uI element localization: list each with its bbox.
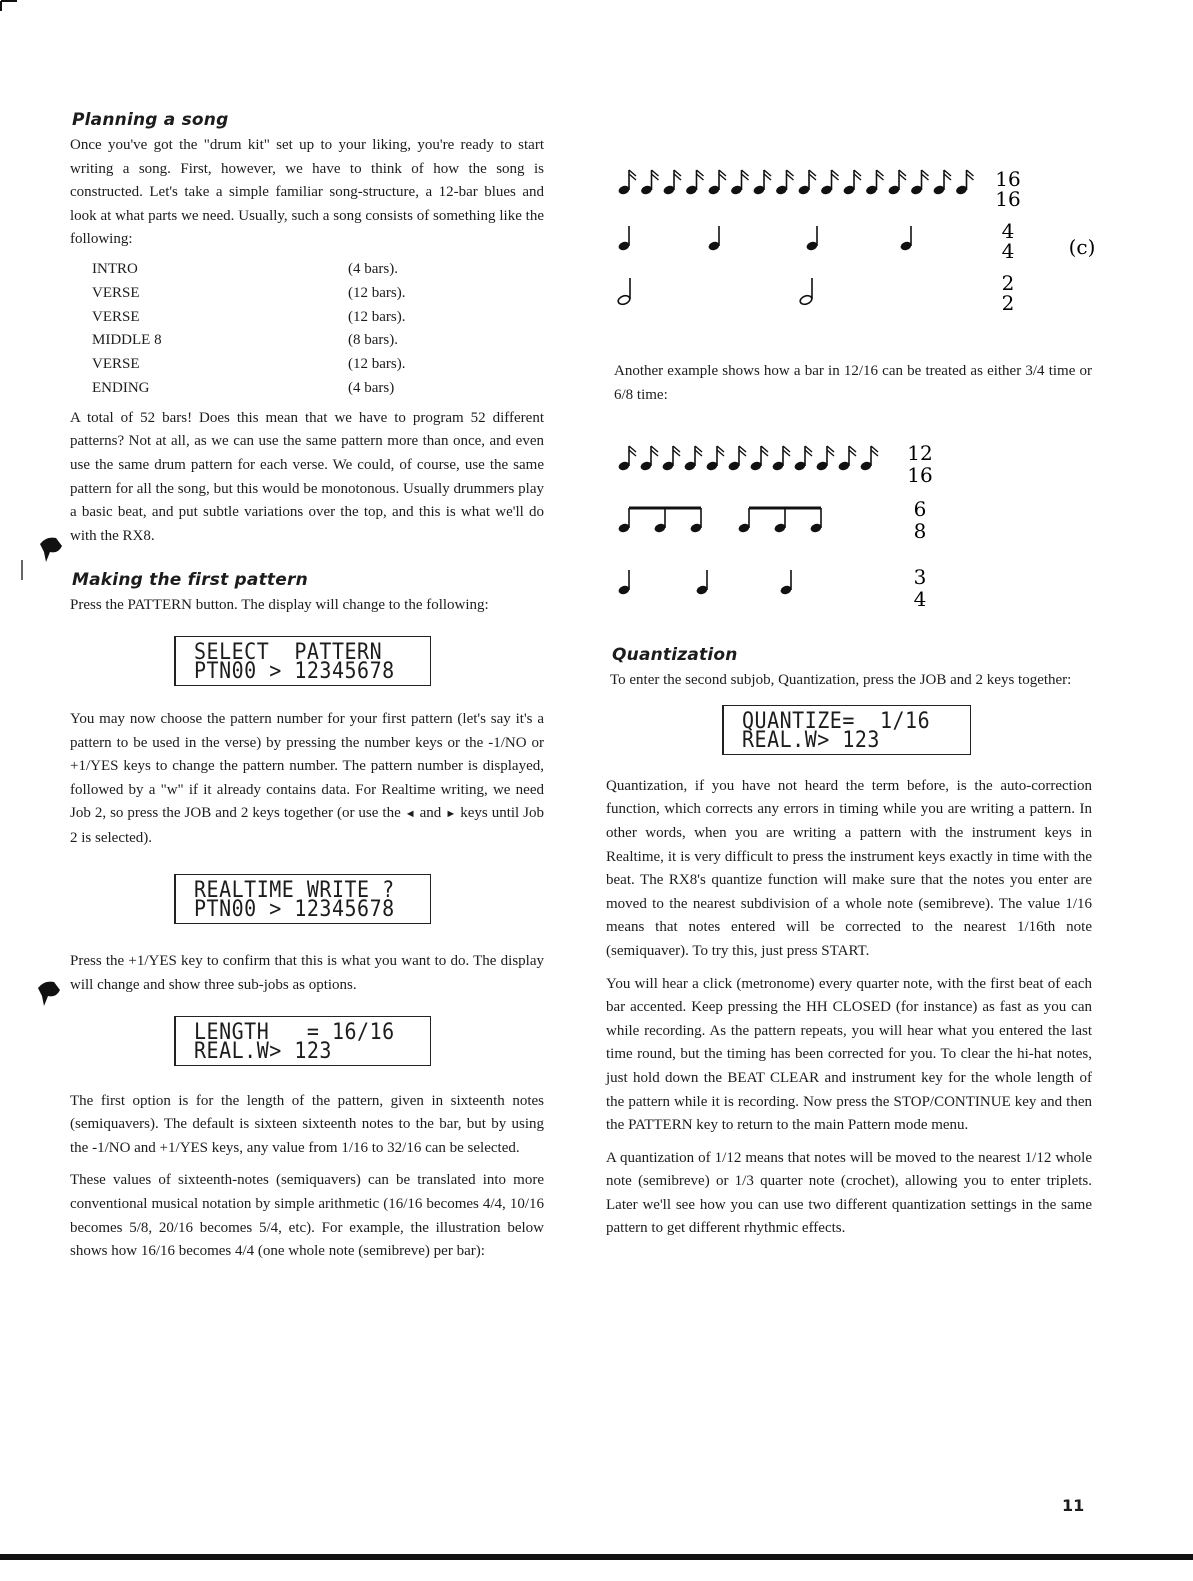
sig-4-4-bottom: 4 bbox=[1001, 239, 1015, 263]
lcd-quantize bbox=[722, 705, 971, 755]
sig-2-2-top: 2 bbox=[1001, 271, 1015, 295]
intro-paragraph: Once you've got the "drum kit" set up to your liking, you're ready to start writing a song. First, however, we have to think of how the song is constructed. Let's take a simple familiar song-structure, a 12-bar blues and look at what parts we need. Usually, such a song consists of something like the following: bbox=[70, 137, 544, 248]
press-pattern-paragraph: Press the PATTERN button. The display will change to the following: bbox=[70, 597, 489, 614]
click-metronome-paragraph: You will hear a click (metronome) every quarter note, with the first beat of each bar accented. Keep pressing the HH CLOSED (for instance) as fast as you can while recording. As the pattern repeats, you will hear what you entered the last time round, but the timing has been corrected for you. To clear the hi-hat notes, just hold down the BEAT CLEAR and instrument key for the whole length of the pattern while it is recording. Now press the STOP/CONTINUE key and then the PATTERN key to return to the main Pattern mode menu. bbox=[606, 975, 1092, 1134]
sig-12-16-top: 12 bbox=[907, 441, 933, 465]
corner-crop-mark bbox=[0, 0, 18, 12]
choose-text-after: keys until Job 2 is selected). bbox=[70, 805, 545, 846]
lcd-line-1: LENGTH = 16/16 bbox=[194, 1017, 395, 1045]
sig-12-16-bottom: 16 bbox=[907, 463, 933, 487]
sixteenth-note-15-flag bbox=[944, 170, 951, 180]
sixteenth-note-11-flag bbox=[854, 170, 861, 180]
song-row bbox=[92, 258, 544, 282]
lcd-line-2: PTN00 > 12345678 bbox=[194, 656, 395, 684]
song-bars: (12 bars). bbox=[348, 284, 406, 301]
lcd-line-1: QUANTIZE= 1/16 bbox=[742, 706, 931, 734]
choose-pattern-paragraph bbox=[70, 708, 544, 851]
sixteenth-note-13-flag bbox=[899, 170, 906, 180]
song-row bbox=[92, 306, 544, 330]
sig-16-16-top: 16 bbox=[995, 167, 1021, 191]
song-bars: (12 bars). bbox=[348, 356, 406, 373]
sixteenth-note-1-flag bbox=[629, 170, 636, 180]
lcd-line-1: SELECT PATTERN bbox=[194, 637, 383, 665]
heading-planning-a-song: Planning a song bbox=[72, 110, 229, 130]
sixteenth-note-2-flag bbox=[652, 170, 659, 180]
sixteenth-note-12-flag bbox=[877, 170, 884, 180]
sixteenth-note-8-flag bbox=[787, 170, 794, 180]
right-arrow-icon: ► bbox=[445, 808, 457, 821]
song-part: ENDING bbox=[92, 379, 150, 396]
left-arrow-icon: ◄ bbox=[404, 808, 416, 821]
song-part: MIDDLE 8 bbox=[92, 332, 162, 349]
sixteenth-note-16-flag bbox=[967, 170, 974, 180]
sixteenth-note-10-flag bbox=[832, 170, 839, 180]
choose-text-before: You may now choose the pattern number for your first pattern (let's say it's a pattern to be used in the verse) by pressing the number keys or the -1/NO or +1/YES keys to change the pattern number. The pattern number is displayed, followed by a "w" if it already contains data. For Realtime writing, we need Job 2, so press the JOB and 2 keys together (or use the bbox=[70, 710, 544, 822]
sixteenth-note-4-flag bbox=[697, 170, 704, 180]
song-part: VERSE bbox=[92, 356, 140, 373]
triplet-paragraph: A quantization of 1/12 means that notes will be moved to the nearest 1/12 whole note (semibreve) or 1/3 quarter note (crochet), allowing you to enter triplets. Later we'll see how you can use two different quantization settings in the same pattern to get different rhythmic effects. bbox=[606, 1149, 1092, 1237]
heading-quantization: Quantization bbox=[612, 645, 738, 666]
song-row bbox=[92, 377, 544, 401]
margin-tick-mark bbox=[20, 560, 24, 580]
sig-6-8-top: 6 bbox=[913, 497, 927, 521]
figure-label: (c) bbox=[1068, 235, 1096, 259]
page-number: 11 bbox=[1062, 1496, 1085, 1515]
song-bars: (8 bars). bbox=[348, 332, 398, 349]
song-row bbox=[92, 329, 544, 353]
bottom-rule bbox=[0, 1554, 1193, 1560]
total-bars-paragraph: A total of 52 bars! Does this mean that we have to program 52 different patterns? Not at all, as we can use the same pattern more than once, and even use the same drum pattern for each verse. We could, of course, use the same pattern for all the song, but this would be monotonous. Usually drummers play a basic beat, and put subtle variations over the top, and this is what we'll do with the RX8. bbox=[70, 409, 544, 544]
half-note-2-head bbox=[799, 294, 813, 306]
confirm-paragraph: Press the +1/YES key to confirm that this is what you want to do. The display will change and show three sub-jobs as options. bbox=[70, 953, 544, 994]
sixteenth-note-7-flag bbox=[764, 170, 771, 180]
half-note-1-head bbox=[617, 294, 631, 306]
song-bars: (12 bars). bbox=[348, 308, 406, 325]
quantization-explanation-paragraph: Quantization, if you have not heard the term before, is the auto-correction function, which corrects any errors in timing while you are writing a pattern. In other words, when you are writing a pattern with the instrument keys in Realtime, it is very difficult to press the instrument keys exactly in time with the beat. The RX8's quantize function will make sure that the notes you enter are moved to the nearest subdivision of a whole note (semibreve). The value 1/16 means that notes entered will be corrected to the nearest 1/16th note (semiquaver). To try this, just press START. bbox=[606, 777, 1092, 959]
length-paragraph: The first option is for the length of the pattern, given in sixteenth notes (semiquavers). The default is sixteen sixteenth notes to the bar, but by using the -1/NO and +1/YES keys, any value from 1/16 to 32/16 can be selected. bbox=[70, 1092, 544, 1156]
song-row bbox=[92, 353, 544, 377]
lcd-line-2: REAL.W> 123 bbox=[194, 1036, 332, 1064]
lcd-length bbox=[174, 1016, 431, 1066]
another-example-paragraph: Another example shows how a bar in 12/16 can be treated as either 3/4 time or 6/8 time: bbox=[614, 363, 1092, 403]
sixteenth-note-9-flag bbox=[809, 170, 816, 180]
sixteenth-note-5-flag bbox=[719, 170, 726, 180]
sig-4-4-top: 4 bbox=[1001, 219, 1015, 243]
lcd-realtime-write bbox=[174, 874, 431, 924]
lcd-line-2: PTN00 > 12345678 bbox=[194, 895, 395, 922]
margin-thumb-mark-icon bbox=[36, 978, 62, 1008]
heading-making-first-pattern: Making the first pattern bbox=[72, 570, 308, 591]
sig-16-16-bottom: 16 bbox=[995, 187, 1021, 211]
enter-quantization-paragraph: To enter the second subjob, Quantization, press the JOB and 2 keys together: bbox=[610, 672, 1072, 689]
sig-2-2-bottom: 2 bbox=[1001, 291, 1015, 315]
sixteenth-note-6-flag bbox=[742, 170, 749, 180]
notation-16-16-example bbox=[610, 160, 1130, 320]
lcd-line-2: REAL.W> 123 bbox=[742, 725, 880, 753]
song-row bbox=[92, 282, 544, 306]
sixteenth-note-3-flag bbox=[674, 170, 681, 180]
lcd-select-pattern bbox=[174, 636, 431, 686]
song-bars: (4 bars). bbox=[348, 260, 398, 277]
sig-6-8-bottom: 8 bbox=[913, 519, 927, 543]
sixteenth-values-paragraph: These values of sixteenth-notes (semiquavers) can be translated into more conventional musical notation by simple arithmetic (16/16 becomes 4/4, 10/16 becomes 5/8, 20/16 becomes 5/4, etc). For example, the illustration below shows how 16/16 becomes 4/4 (one whole note (semibreve) per bar): bbox=[70, 1172, 544, 1260]
lcd-line-1: REALTIME WRITE ? bbox=[194, 876, 395, 903]
sixteenth-note-14-flag bbox=[922, 170, 929, 180]
song-part: VERSE bbox=[92, 308, 140, 325]
song-part: INTRO bbox=[92, 260, 138, 277]
sig-3-4-top: 3 bbox=[913, 565, 927, 589]
song-bars: (4 bars) bbox=[348, 379, 395, 396]
right-column bbox=[606, 360, 1092, 1241]
and-word: and bbox=[419, 805, 442, 822]
song-part: VERSE bbox=[92, 284, 140, 301]
song-structure-table bbox=[92, 258, 544, 401]
left-column bbox=[70, 110, 544, 1264]
margin-thumb-mark-icon bbox=[38, 534, 64, 564]
sig-3-4-bottom: 4 bbox=[913, 587, 927, 610]
